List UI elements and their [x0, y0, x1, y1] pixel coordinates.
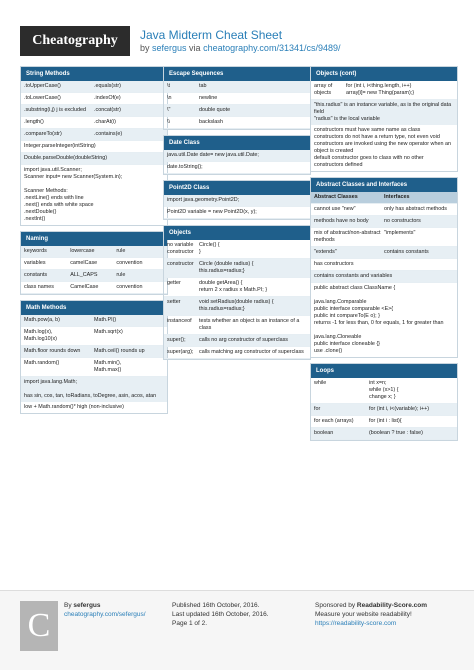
page-title: Java Midterm Cheat Sheet — [140, 28, 283, 42]
sponsor-link[interactable]: https://readability-score.com — [315, 620, 397, 627]
cheatography-logo[interactable]: Cheatography — [20, 26, 130, 56]
table-row: Math.log(x), Math.log10(x) Math.sqrt(x) — [21, 327, 167, 346]
table-row: super(); calls no arg constructor of superclass — [164, 335, 310, 347]
table-row: mix of abstract/non-abstract methods "implements" — [311, 228, 457, 247]
math-note: import java.lang.Math; has sin, cos, tan, toRadians, toDegree, asin, acos, atan — [21, 377, 167, 402]
by-label: by — [140, 43, 153, 53]
section-title: Objects — [164, 226, 310, 240]
section-title: Objects (cont) — [311, 67, 457, 81]
escape-sequences-box — [163, 66, 311, 130]
table-row: import java.geometry.Point2D; — [164, 195, 310, 207]
objects-cont-box — [310, 66, 458, 172]
table-row: class names CamelCase convention — [21, 282, 167, 294]
section-title: Point2D Class — [164, 181, 310, 195]
sponsor-name[interactable]: Readability-Score.com — [356, 602, 427, 609]
section-title: Math Methods — [21, 301, 167, 315]
table-header-row: Abstract Classes Interfaces — [311, 192, 457, 204]
table-row: .compareTo(str) .contains(e) — [21, 129, 167, 141]
byline — [140, 43, 341, 53]
math-note: low + Math.random()* high (non-inclusive) — [24, 404, 124, 410]
table-row: Point2D variable = new Point2D(x, y); — [164, 207, 310, 219]
column-3 — [310, 66, 458, 446]
via-label: via — [186, 43, 204, 53]
objects-box — [163, 225, 311, 360]
table-row: for for (int i, i<(variable); i++) — [311, 404, 457, 416]
table-row: setter void setRadius(double radius) { this.radius=radius;} — [164, 297, 310, 316]
sheet-url-link[interactable]: cheatography.com/31341/cs/9489/ — [203, 43, 341, 53]
table-row: methods have no body no constructors — [311, 216, 457, 228]
section-title: Abstract Classes and Interfaces — [311, 178, 457, 192]
table-row: getter double getArea() { return 2 x radius x Math.PI; } — [164, 278, 310, 297]
objects-note: constructors must have same name as class constructors do not have a return type, not even void constructors are invoked using the new operator when an object is created default constructor goes to class with no other constructors defined — [314, 127, 451, 168]
footer-author-name[interactable]: sefergus — [73, 602, 101, 609]
table-row: Math.floor rounds down Math.ceil() rounds up — [21, 346, 167, 358]
table-row: boolean (boolean ? true : false) — [311, 428, 457, 440]
table-row: date.toString(); — [164, 162, 310, 174]
table-row: instanceof tests whether an object is an instance of a class — [164, 316, 310, 335]
cheatography-c-logo: C — [20, 601, 58, 651]
abstract-interfaces-box — [310, 177, 458, 358]
table-row: "extends" contains constants — [311, 247, 457, 259]
objects-note: "this.radius" is an instance variable, as is the original data field "radius" is the local variable — [311, 100, 457, 125]
footer-sponsor: Sponsored by Readability-Score.com Measure your website readability! https://readability-score.com — [315, 602, 427, 627]
column-1 — [20, 66, 168, 419]
abstract-code: public abstract class ClassName { java.lang.Comparable public interface comparable <E>{ public int compareTo(E o); } returns -1 for less than, 0 for equals, 1 for greater than java.lang.Cloneable public interface cloneable {} use .clone() — [314, 285, 444, 354]
scanner-note: import java.util.Scanner; Scanner input= new Scanner(System.in); Scanner Methods: .nextLine() ends with line .next() ends with white space .nextDouble() .nextInt() — [24, 167, 123, 222]
footer-author-link[interactable]: cheatography.com/sefergus/ — [64, 611, 146, 618]
math-methods-box — [20, 300, 168, 414]
table-row: for each (arrays) for (int i : list){ — [311, 416, 457, 428]
table-row: \" double quote — [164, 105, 310, 117]
table-row: java.util.Date date= new java.util.Date; — [164, 150, 310, 162]
table-row: Math.random() Math.min(), Math.max() — [21, 358, 167, 377]
table-row: no variable constructor Circle() { } — [164, 240, 310, 259]
table-row: Integer.parseInteger(intString) — [21, 141, 167, 153]
section-title: String Methods — [21, 67, 167, 81]
section-title: Loops — [311, 364, 457, 378]
date-class-box — [163, 135, 311, 175]
naming-box — [20, 231, 168, 295]
table-row: \\ backslash — [164, 117, 310, 129]
table-row: array of objects for (int i, i<thing.length, i++) array[i]= new Thing(param);} — [311, 81, 457, 100]
footer — [0, 590, 474, 670]
table-row: has constructors — [311, 259, 457, 271]
footer-author: By sefergus cheatography.com/sefergus/ — [64, 602, 146, 618]
table-row: super(arg); calls matching arg constructor of superclass — [164, 347, 310, 359]
table-row: while int x=n; while (x>1) { change x; } — [311, 378, 457, 404]
author-link[interactable]: sefergus — [152, 43, 187, 53]
table-row: contains constants and variables — [311, 271, 457, 283]
section-title: Date Class — [164, 136, 310, 150]
point2d-class-box — [163, 180, 311, 220]
loops-box — [310, 363, 458, 441]
table-row: .toLowerCase() .indexOf(e) — [21, 93, 167, 105]
table-row: Double.parseDouble(doubleString) — [21, 153, 167, 165]
string-methods-box — [20, 66, 168, 226]
section-title: Escape Sequences — [164, 67, 310, 81]
table-row: .toUpperCase() .equals(str) — [21, 81, 167, 93]
section-title: Naming — [21, 232, 167, 246]
table-row: constants ALL_CAPS rule — [21, 270, 167, 282]
table-row: keywords lowercase rule — [21, 246, 167, 258]
table-row: cannot use "new" only has abstract methods — [311, 204, 457, 216]
table-row: Math.pow(a, b) Math.PI() — [21, 315, 167, 327]
table-row: .length() .charAt(i) — [21, 117, 167, 129]
column-2 — [163, 66, 311, 365]
table-row: variables camelCase convention — [21, 258, 167, 270]
table-row: constructor Circle (double radius) { this.radius=radius;} — [164, 259, 310, 278]
table-row: \n newline — [164, 93, 310, 105]
header — [0, 0, 474, 68]
footer-dates: Published 16th October, 2016. Last updated 16th October, 2016. Page 1 of 2. — [172, 602, 269, 627]
table-row: \t tab — [164, 81, 310, 93]
table-row: .substring(i,j) j is excluded .concat(str) — [21, 105, 167, 117]
